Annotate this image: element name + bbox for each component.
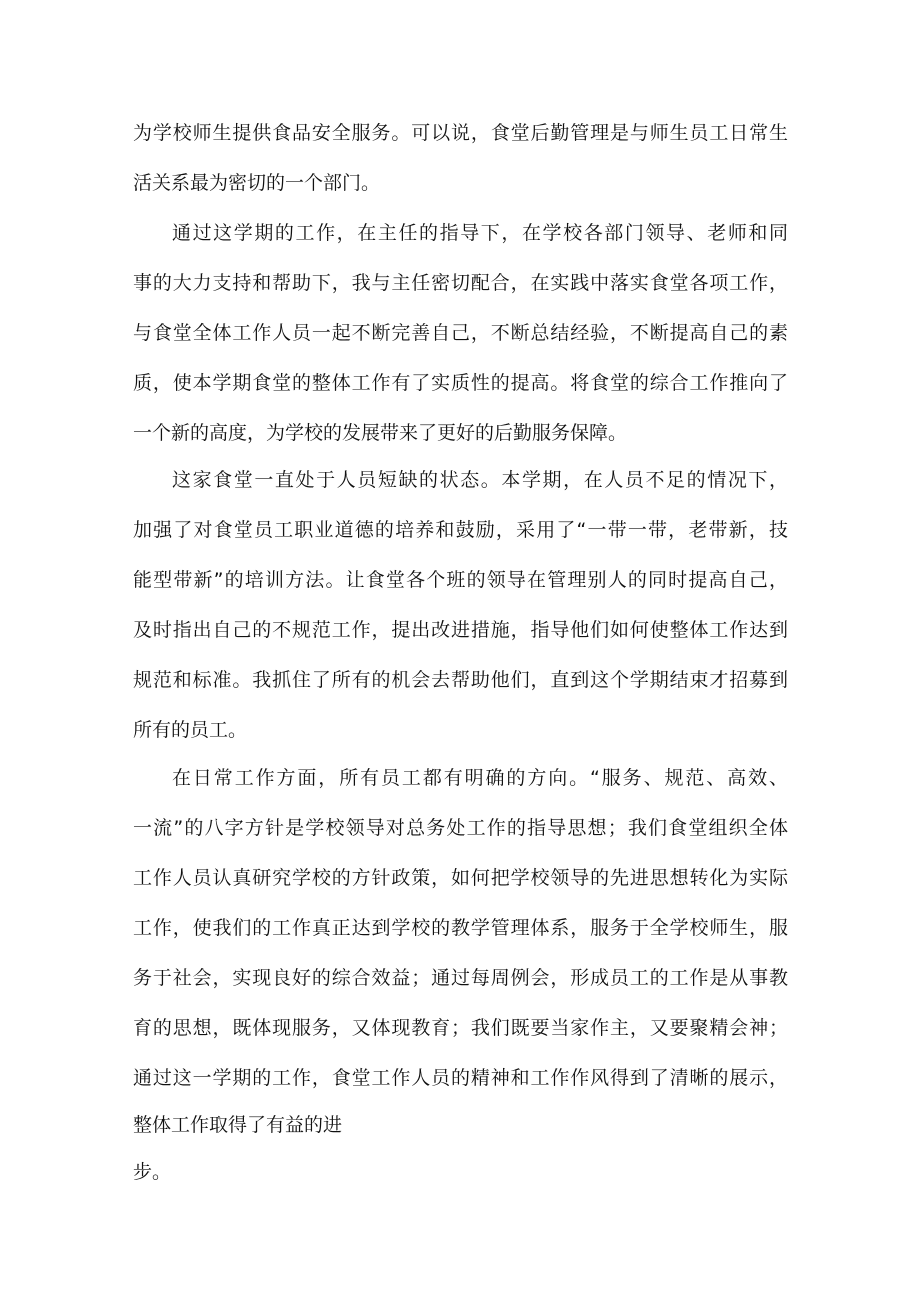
text-line: 一个新的高度，为学校的发展带来了更好的后勤服务保障。 [133, 422, 628, 444]
text-line: 工作人员认真研究学校的方针政策，如何把学校领导的先进思想转化为实际 [133, 867, 788, 889]
text-line: 为学校师生提供食品安全服务。可以说，食堂后勤管理是与师生员工日常生 [133, 122, 788, 144]
paragraph-first-line: 这家食堂一直处于人员短缺的状态。本学期，在人员不足的情况下， [172, 469, 788, 491]
text-line: 所有的员工。 [133, 719, 248, 741]
text-line: 质，使本学期食堂的整体工作有了实质性的提高。将食堂的综合工作推向了 [133, 372, 788, 394]
text-line: 及时指出自己的不规范工作，提出改进措施，指导他们如何使整体工作达到 [133, 619, 788, 641]
text-line: 能型带新”的培训方法。让食堂各个班的领导在管理别人的同时提高自己， [133, 569, 788, 591]
text-line: 一流”的八字方针是学校领导对总务处工作的指导思想；我们食堂组织全体 [133, 817, 788, 839]
text-line: 事的大力支持和帮助下，我与主任密切配合，在实践中落实食堂各项工作， [133, 272, 788, 294]
text-line: 整体工作取得了有益的进 [133, 1114, 343, 1136]
text-line: 活关系最为密切的一个部门。 [133, 172, 381, 194]
text-line: 工作，使我们的工作真正达到学校的教学管理体系，服务于全学校师生，服 [133, 917, 788, 939]
text-line: 与食堂全体工作人员一起不断完善自己，不断总结经验，不断提高自己的素 [133, 322, 788, 344]
text-line: 规范和标准。我抓住了所有的机会去帮助他们，直到这个学期结束才招募到 [133, 669, 788, 691]
paragraph-first-line: 通过这学期的工作，在主任的指导下，在学校各部门领导、老师和同 [172, 222, 788, 244]
text-line: 步。 [133, 1161, 172, 1183]
paragraph-first-line: 在日常工作方面，所有员工都有明确的方向。“服务、规范、高效、 [172, 767, 788, 789]
text-line: 务于社会，实现良好的综合效益；通过每周例会，形成员工的工作是从事教 [133, 967, 788, 989]
text-line: 育的思想，既体现服务，又体现教育；我们既要当家作主，又要聚精会神； [133, 1017, 788, 1039]
text-line: 加强了对食堂员工职业道德的培养和鼓励，采用了“一带一带，老带新，技 [133, 519, 788, 541]
text-line: 通过这一学期的工作，食堂工作人员的精神和工作作风得到了清晰的展示， [133, 1067, 788, 1089]
